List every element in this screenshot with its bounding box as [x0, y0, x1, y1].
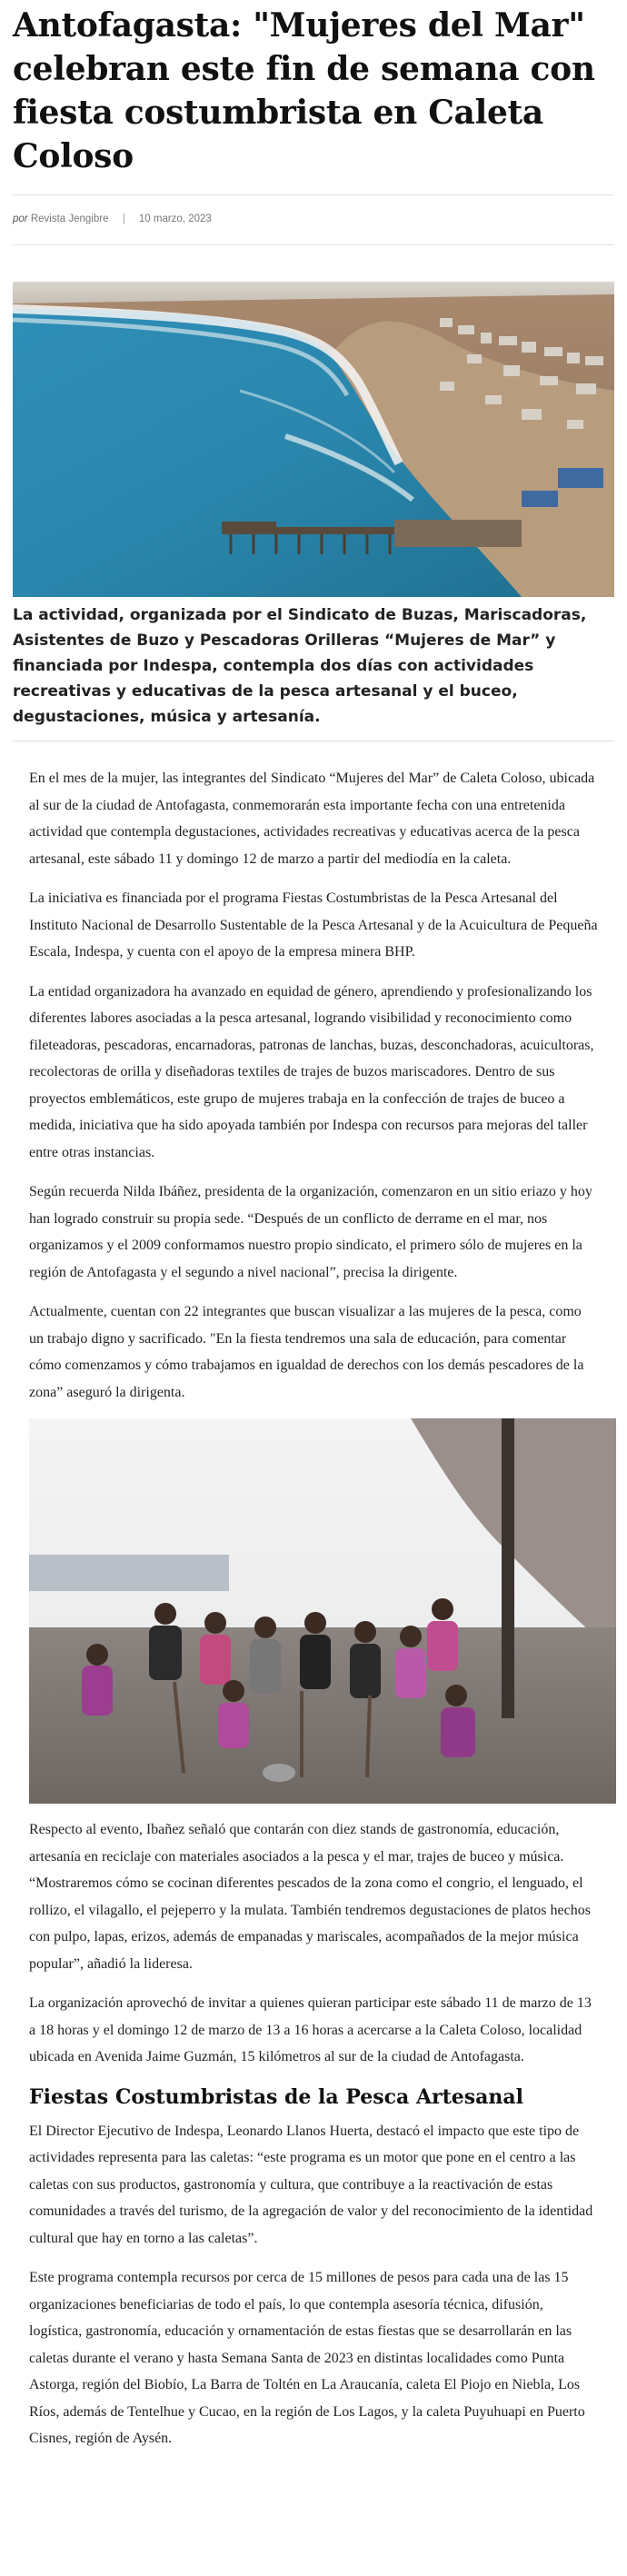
paragraph: La iniciativa es financiada por el programa Fiestas Costumbristas de la Pesca Artesanal del Instituto Nacional de Desarrollo Sustentable de la Pesca Artesanal y de la Acuicultura de Pequeña Escala, Indespa, y cuenta con el apoyo de la empresa minera BHP. — [29, 890, 598, 960]
article-body — [0, 765, 627, 1406]
publish-date: 10 marzo, 2023 — [138, 214, 212, 224]
byline-prefix: por — [13, 214, 28, 224]
group-photo — [29, 1418, 616, 1804]
author-link[interactable]: Revista Jengibre — [30, 214, 109, 224]
article-title: Antofagasta: "Mujeres del Mar" celebran este fin de semana con fiesta costumbrista en Caleta Coloso — [13, 6, 595, 175]
group-photo-icon — [29, 1418, 616, 1804]
paragraph: Según recuerda Nilda Ibáñez, presidenta de la organización, comenzaron en un sitio eriazo y hoy han logrado construir su propia sede. “Después de un conflicto de derrame en el mar, nos organizamos y el 2009 conformamos nuestro propio sindicato, el primero sólo de mujeres en la región de Antofagasta y el segundo a nivel nacional”, precisa la dirigente. — [29, 1184, 592, 1280]
paragraph: Este programa contempla recursos por cerca de 15 millones de pesos para cada una de las 15 organizaciones beneficiarias de todo el país, lo que contempla asesoría técnica, difusión, logística, gastronomía, educación y ornamentación de estas fiestas que se desarrollarán en las caletas durante el verano y hasta Semana Santa de 2023 en distintas localidades como Punta Astorga, región del Biobío, La Barra de Toltén en La Araucanía, caleta El Piojo en Niebla, Los Ríos, además de Tentelhue y Cucao, en la región de Los Lagos, y la caleta Puyuhuapi en Puerto Cisnes, región de Aysén. — [29, 2270, 585, 2446]
paragraph: Actualmente, cuentan con 22 integrantes que buscan visualizar a las mujeres de la pesca, como un trabajo digno y sacrificado. "En la fiesta tendremos una sala de educación, para comentar cómo comenzamos y cómo trabajamos en igualdad de derechos con los demás pescadores de la zona” aseguró la dirigenta. — [29, 1304, 584, 1400]
paragraph: Respecto al evento, Ibañez señaló que contarán con diez stands de gastronomía, educación, artesanía en reciclaje con materiales asociados a la pesca y el mar, trajes de buceo y música. “Mostraremos cómo se cocinan diferentes pescados de la zona como el congrio, el lenguado, el rollizo, el vilagallo, el pejeperro y la mulata. También tendremos degustaciones de platos hechos con pulpo, lapas, erizos, además de empanadas y mariscales, acompañados de la mejor música popular”, añadió la lideresa. — [29, 1822, 591, 1972]
group-photo-container — [0, 1418, 627, 1804]
hero-caption: La actividad, organizada por el Sindicato de Buzas, Mariscadoras, Asistentes de Buzo y Pescadoras Orilleras “Mujeres de Mar” y financiada por Indespa, contempla dos días con actividades recreativas y educativas de la pesca artesanal y el buceo, degustaciones, música y artesanía. — [13, 602, 614, 741]
hero-image — [13, 282, 614, 597]
byline-container — [0, 194, 627, 245]
coastal-aerial-photo — [13, 282, 614, 597]
paragraph: La organización aprovechó de invitar a quienes quieran participar este sábado 11 de marzo de 13 a 18 horas y el domingo 12 de marzo de 13 a 16 horas a acercarse a la Caleta Coloso, localidad ubicada en Avenida Jaime Guzmán, 15 kilómetros al sur de la ciudad de Antofagasta. — [29, 1995, 592, 2064]
paragraph: El Director Ejecutivo de Indespa, Leonardo Llanos Huerta, destacó el impacto que este tipo de actividades representa para las caletas: “este programa es un motor que pone en el centro a las caletas con sus productos, gastronomía y cultura, que contribuye a la reactivación de estas comunidades a través del turismo, de la agregación de valor y del reconocimiento de la identidad cultural que hay en torno a las caletas”. — [29, 2123, 593, 2246]
article-body-continued — [0, 1816, 627, 2452]
byline — [13, 194, 614, 245]
paragraph: En el mes de la mujer, las integrantes del Sindicato “Mujeres del Mar” de Caleta Coloso, ubicada al sur de la ciudad de Antofagasta, conmemorarán esta importante fecha con una entretenida actividad que contempla degustaciones, actividades recreativas y educativas acerca de la pesca artesanal, este sábado 11 y domingo 12 de marzo a partir del mediodía en la caleta. — [29, 771, 595, 867]
section-heading: Fiestas Costumbristas de la Pesca Artesanal — [29, 2084, 524, 2109]
byline-separator: | — [122, 214, 125, 224]
paragraph: La entidad organizadora ha avanzado en equidad de género, aprendiendo y profesionalizando los diferentes labores asociadas a la pesca artesanal, logrando visibilidad y reconocimiento como fileteadoras, pescadoras, encarnadoras, patronas de lanchas, buzas, desconchadoras, acuicultoras, recolectoras de orilla y diseñadoras textiles de trajes de buzos mariscadores. Dentro de sus proyectos emblemáticos, este grupo de mujeres trabaja en la confección de trajes de buceo a medida, iniciativa que ha sido apoyada también por Indespa con recursos para mejoras del taller entre otras instancias. — [29, 983, 594, 1160]
